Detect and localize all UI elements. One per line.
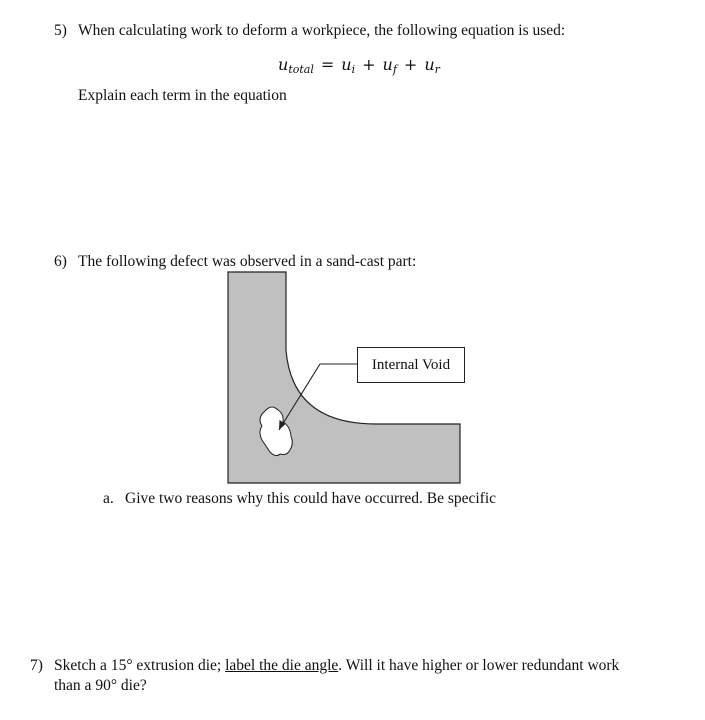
eq-plus-1: + [362, 55, 376, 74]
q6-part-a [103, 489, 496, 509]
q7-line2: than a 90° die? [54, 677, 147, 694]
internal-void-callout: Internal Void [357, 347, 465, 383]
q6-part-a-label: a. [103, 490, 114, 507]
q7-text-before: Sketch a 15° extrusion die; [54, 657, 226, 674]
q7-number: 7) [30, 657, 43, 674]
eq-term-ur: $u_r$ [424, 55, 440, 76]
q7-prompt [30, 656, 619, 676]
q6-text: The following defect was observed in a sand-cast part: [78, 253, 417, 270]
eq-plus-2: + [403, 55, 418, 74]
q7-text-underlined: label the die angle [225, 657, 339, 674]
q5-text: When calculating work to deform a workpiece, the following equation is used: [78, 22, 566, 39]
eq-lhs: $u_{total}$ [278, 55, 314, 76]
eq-equals: = [320, 55, 335, 74]
q7-text-after: . Will it have higher or lower redundant work [338, 657, 620, 674]
q5-instruction: Explain each term in the equation [78, 87, 287, 104]
q5-number: 5) [54, 22, 67, 39]
q6-number: 6) [54, 253, 67, 270]
eq-term-ui: $u_i$ [341, 55, 356, 76]
eq-term-uf: $u_f$ [382, 55, 397, 76]
q6-part-a-text: Give two reasons why this could have occurred. Be specific [125, 490, 497, 507]
